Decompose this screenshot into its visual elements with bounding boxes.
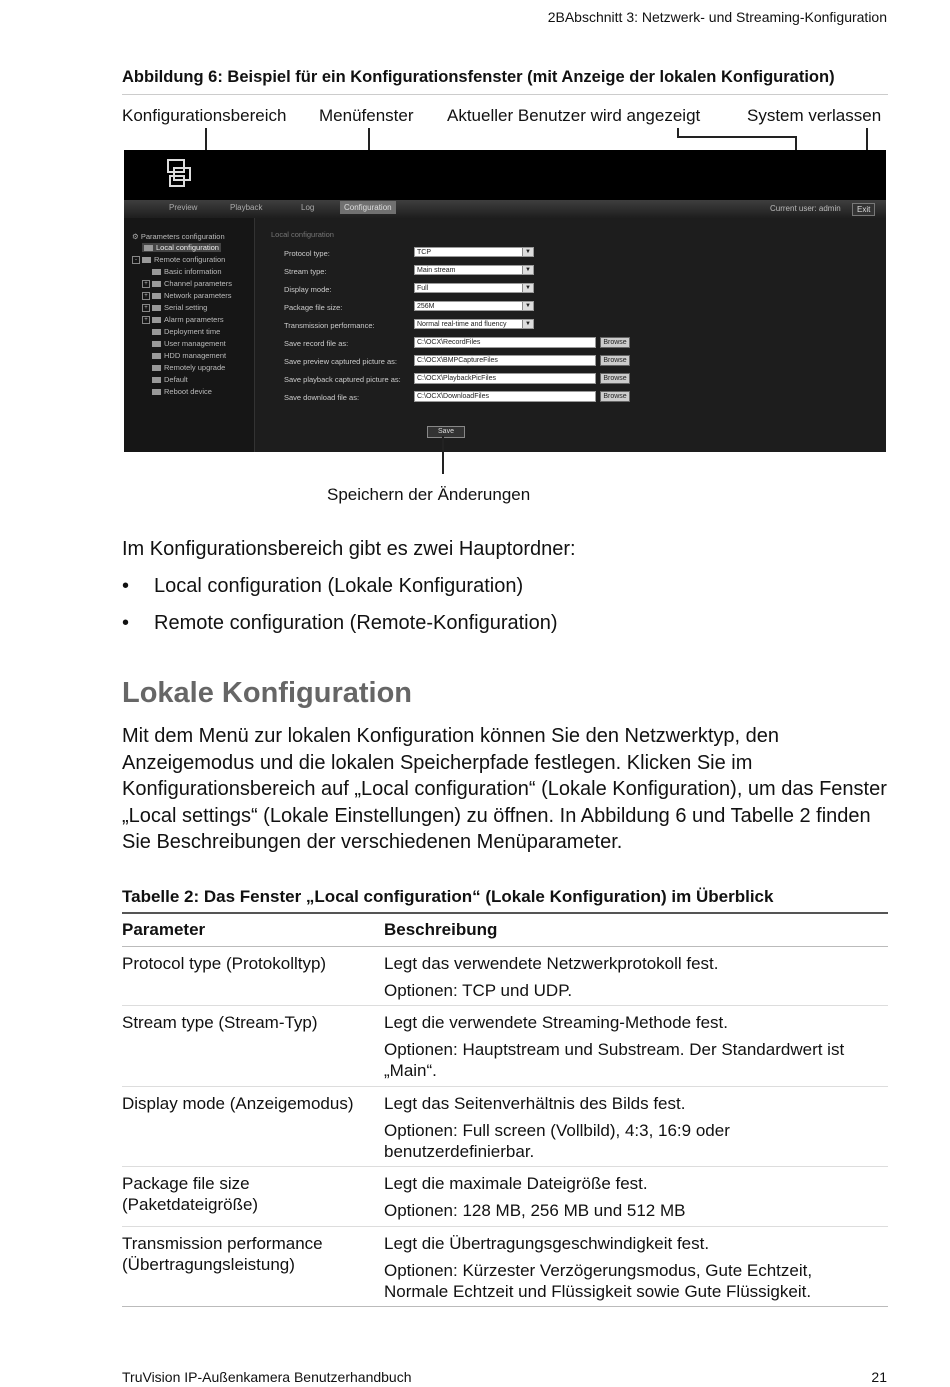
tab-preview[interactable]: Preview <box>169 203 198 212</box>
tree-root-label: Parameters configuration <box>140 232 225 241</box>
save-record-input[interactable]: C:\OCX\RecordFiles <box>414 337 596 348</box>
tree-item-serial-setting[interactable] <box>142 303 207 312</box>
package-file-size-select[interactable] <box>414 301 534 311</box>
save-playback-input[interactable]: C:\OCX\PlaybackPicFiles <box>414 373 596 384</box>
bullet-item <box>122 612 558 635</box>
tree-item-label: Reboot device <box>164 387 212 396</box>
bullet-item <box>122 575 523 598</box>
local-config-panel-title: Local configuration <box>271 230 334 239</box>
callout-menu-window: Menüfenster <box>319 106 414 125</box>
save-button[interactable]: Save <box>427 426 465 438</box>
running-header: 2BAbschnitt 3: Netzwerk- und Streaming-Konfiguration <box>547 9 887 25</box>
display-mode-value: Full <box>417 285 429 292</box>
tree-item-local-label: Local configuration <box>156 243 219 252</box>
bullet-dot: • <box>122 575 130 597</box>
browse-download-button[interactable]: Browse <box>600 391 630 402</box>
table-cell-param: Display mode (Anzeigemodus) <box>122 1094 354 1113</box>
table-caption: Tabelle 2: Das Fenster „Local configuration“ (Lokale Konfiguration) im Überblick <box>122 887 774 906</box>
protocol-type-select[interactable] <box>414 247 534 257</box>
folder-icon <box>152 365 161 371</box>
expand-icon: + <box>142 292 150 300</box>
table-cell-options: Optionen: TCP und UDP. <box>384 981 573 1000</box>
config-window-screenshot <box>124 150 886 452</box>
chevron-down-icon: ▼ <box>522 302 533 310</box>
save-download-input[interactable]: C:\OCX\DownloadFiles <box>414 391 596 402</box>
expand-icon: + <box>142 316 150 324</box>
table-cell-param: Package file size (Paketdateigröße) <box>122 1174 259 1214</box>
table-row-rule <box>122 1226 888 1227</box>
tab-log[interactable]: Log <box>301 203 315 212</box>
table-cell-param: Transmission performance (Übertragungsleistung) <box>122 1234 323 1274</box>
table-cell-desc: Legt die verwendete Streaming-Methode fest. <box>384 1013 728 1032</box>
bullet-dot: • <box>122 612 130 634</box>
transmission-performance-value: Normal real-time and fluency <box>417 321 507 328</box>
tree-item-local[interactable] <box>142 243 221 252</box>
folder-icon <box>152 377 161 383</box>
table-header-rule <box>122 946 888 947</box>
tree-item-hdd-management[interactable] <box>152 351 226 360</box>
folder-icon <box>152 305 161 311</box>
table-cell-options: Optionen: Full screen (Vollbild), 4:3, 16:9 oder benutzerdefinierbar. <box>384 1121 730 1161</box>
intro-text: Im Konfigurationsbereich gibt es zwei Hauptordner: <box>122 538 576 560</box>
display-mode-label: Display mode: <box>284 285 332 294</box>
table-cell-desc: Legt das Seitenverhältnis des Bilds fest. <box>384 1094 686 1113</box>
table-row-rule <box>122 1005 888 1006</box>
table-top-rule <box>122 912 888 914</box>
tree-item-user-management[interactable] <box>152 339 226 348</box>
tree-item-label: Serial setting <box>164 303 208 312</box>
tree-item-deployment-time[interactable] <box>152 327 220 336</box>
stream-type-value: Main stream <box>417 267 456 274</box>
current-user-label: Current user: admin <box>770 204 841 213</box>
gear-icon: ⚙ <box>132 232 139 241</box>
folder-icon <box>152 269 161 275</box>
tree-item-label: User management <box>164 339 226 348</box>
tree-item-label: Alarm parameters <box>164 315 224 324</box>
table-bottom-rule <box>122 1306 888 1307</box>
browse-playback-button[interactable]: Browse <box>600 373 630 384</box>
tree-item-label: Remotely upgrade <box>164 363 226 372</box>
folder-icon <box>152 389 161 395</box>
page-number: 21 <box>871 1369 887 1385</box>
table-cell-desc: Legt das verwendete Netzwerkprotokoll fest. <box>384 954 719 973</box>
save-record-label: Save record file as: <box>284 339 349 348</box>
section-heading: Lokale Konfiguration <box>122 677 412 709</box>
package-file-size-value: 256M <box>417 303 435 310</box>
expand-icon: - <box>132 256 140 264</box>
callout-config-area: Konfigurationsbereich <box>122 106 287 125</box>
tree-item-label: HDD management <box>164 351 227 360</box>
folder-icon <box>144 245 153 251</box>
tree-item-label: Network parameters <box>164 291 232 300</box>
leader-line-user-b <box>677 136 797 138</box>
tree-item-remote-label: Remote configuration <box>154 255 226 264</box>
tree-item-network-parameters[interactable] <box>142 291 232 300</box>
table-cell-param: Stream type (Stream-Typ) <box>122 1013 318 1032</box>
tree-item-label: Default <box>164 375 188 384</box>
table-cell-desc: Legt die maximale Dateigröße fest. <box>384 1174 648 1193</box>
tab-configuration[interactable]: Configuration <box>340 201 396 214</box>
save-preview-label: Save preview captured picture as: <box>284 357 397 366</box>
tree-item-basic-information[interactable] <box>152 267 222 276</box>
tree-item-remotely-upgrade[interactable] <box>152 363 225 372</box>
stream-type-label: Stream type: <box>284 267 327 276</box>
expand-icon: + <box>142 280 150 288</box>
folder-icon <box>152 329 161 335</box>
tree-item-label: Basic information <box>164 267 222 276</box>
folder-icon <box>152 317 161 323</box>
app-logo-icon <box>166 158 192 188</box>
tree-item-reboot-device[interactable] <box>152 387 212 396</box>
package-file-size-label: Package file size: <box>284 303 343 312</box>
browse-record-button[interactable]: Browse <box>600 337 630 348</box>
app-topbar <box>124 150 886 200</box>
save-download-label: Save download file as: <box>284 393 360 402</box>
exit-button[interactable]: Exit <box>852 203 875 216</box>
app-navbar <box>124 200 886 218</box>
folder-icon <box>152 293 161 299</box>
folder-icon <box>152 281 161 287</box>
tree-root[interactable] <box>132 232 225 241</box>
display-mode-select[interactable] <box>414 283 534 293</box>
table-row-rule <box>122 1086 888 1087</box>
folder-icon <box>152 353 161 359</box>
tab-playback[interactable]: Playback <box>230 203 263 212</box>
protocol-type-label: Protocol type: <box>284 249 330 258</box>
browse-preview-button[interactable]: Browse <box>600 355 630 366</box>
save-preview-input[interactable]: C:\OCX\BMPCaptureFiles <box>414 355 596 366</box>
chevron-down-icon: ▼ <box>522 266 533 274</box>
stream-type-select[interactable] <box>414 265 534 275</box>
transmission-performance-select[interactable] <box>414 319 534 329</box>
table-header-parameter: Parameter <box>122 920 206 939</box>
tree-item-default[interactable] <box>152 375 188 384</box>
table-cell-options: Optionen: Kürzester Verzögerungsmodus, Gute Echtzeit, Normale Echtzeit und Flüssigkeit sowie Gute Flüssigkeit. <box>384 1261 813 1301</box>
section-paragraph: Mit dem Menü zur lokalen Konfiguration können Sie den Netzwerktyp, den Anzeigemodus und die lokalen Speicherpfade festlegen. Klicken Sie im Konfigurationsbereich auf „Local configuration“ (Lokale Konfiguration), um das Fenster „Local settings“ (Lokale Einstellungen) zu öffnen. In Abbildung 6 und Tabelle 2 finden Sie Beschreibungen der verschiedenen Menüparameter. <box>122 725 887 853</box>
chevron-down-icon: ▼ <box>522 320 533 328</box>
table-cell-desc: Legt die Übertragungsgeschwindigkeit fest. <box>384 1234 710 1253</box>
leader-line-save <box>442 436 444 474</box>
config-tree <box>124 218 255 452</box>
table-cell-options: Optionen: 128 MB, 256 MB und 512 MB <box>384 1201 686 1220</box>
tree-item-remote[interactable] <box>132 255 225 264</box>
figure-caption: Abbildung 6: Beispiel für ein Konfigurationsfenster (mit Anzeige der lokalen Konfiguration) <box>122 68 835 86</box>
folder-icon <box>152 341 161 347</box>
tree-item-alarm-parameters[interactable] <box>142 315 224 324</box>
table-header-description: Beschreibung <box>384 920 498 939</box>
tree-item-label: Deployment time <box>164 327 221 336</box>
table-cell-param: Protocol type (Protokolltyp) <box>122 954 327 973</box>
chevron-down-icon: ▼ <box>522 284 533 292</box>
callout-save-changes: Speichern der Änderungen <box>327 485 531 504</box>
callout-exit-system: System verlassen <box>747 106 882 125</box>
footer-title: TruVision IP-Außenkamera Benutzerhandbuch <box>122 1369 412 1385</box>
expand-icon: + <box>142 304 150 312</box>
tree-item-label: Channel parameters <box>164 279 232 288</box>
tree-item-channel-parameters[interactable] <box>142 279 232 288</box>
transmission-performance-label: Transmission performance: <box>284 321 375 330</box>
protocol-type-value: TCP <box>417 249 431 256</box>
bullet-text: Remote configuration (Remote-Konfiguration) <box>154 612 558 634</box>
figure-caption-rule <box>122 94 888 95</box>
save-playback-label: Save playback captured picture as: <box>284 375 401 384</box>
table-cell-options: Optionen: Hauptstream und Substream. Der Standardwert ist „Main“. <box>384 1040 845 1080</box>
table-row-rule <box>122 1166 888 1167</box>
callout-current-user: Aktueller Benutzer wird angezeigt <box>447 106 701 125</box>
chevron-down-icon: ▼ <box>522 248 533 256</box>
folder-icon <box>142 257 151 263</box>
bullet-text: Local configuration (Lokale Konfiguration) <box>154 575 524 597</box>
